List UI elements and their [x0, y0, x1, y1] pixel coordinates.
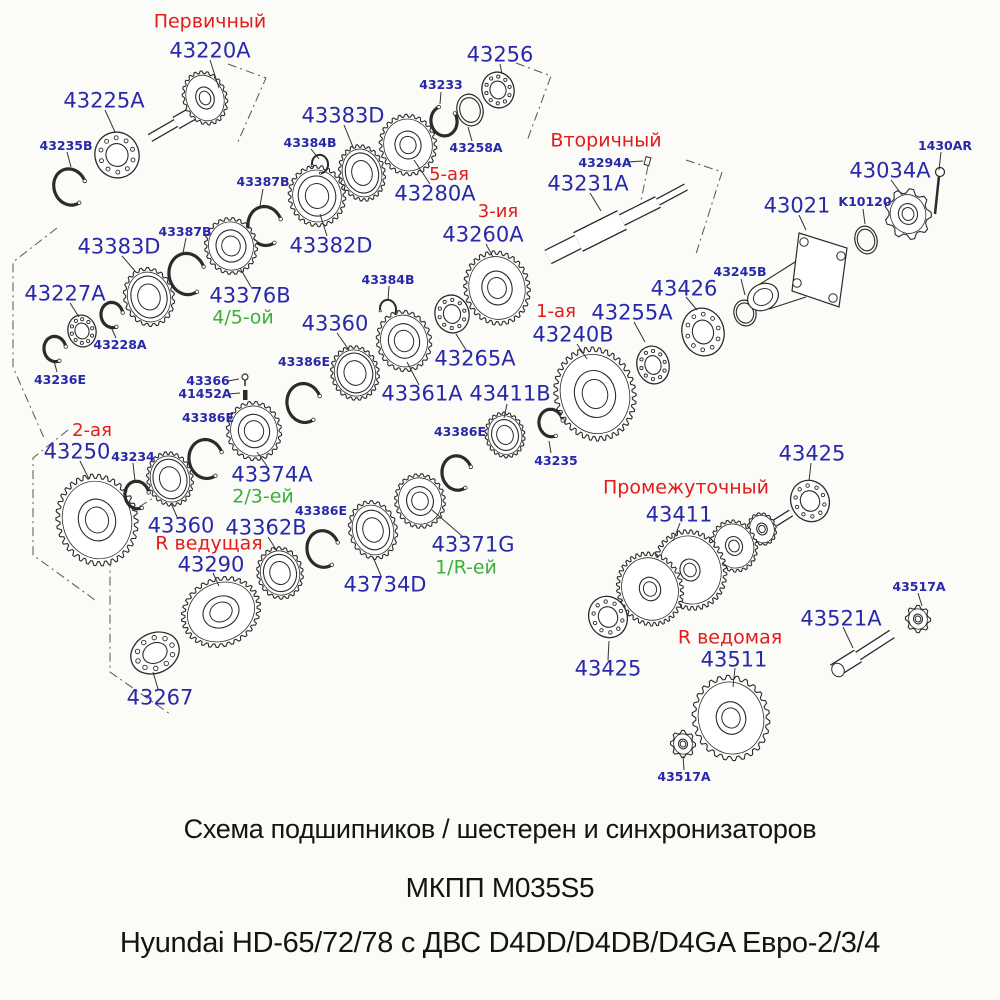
part-label-43228A: 43228A	[93, 336, 147, 352]
part-label-43265A: 43265A	[434, 346, 516, 371]
part-label--: Вторичный	[550, 129, 662, 152]
part-label-3--: 3-ия	[477, 201, 519, 222]
part-label-5--: 5-ая	[429, 164, 469, 185]
part-label-43360: 43360	[147, 513, 215, 538]
part-label-43280A: 43280A	[394, 181, 476, 206]
part-label-43233: 43233	[419, 76, 463, 92]
part-label--: Первичный	[153, 10, 267, 33]
part-label--: Промежуточный	[602, 476, 770, 499]
part-label-43383D: 43383D	[301, 103, 385, 128]
part-label-43034A: 43034A	[849, 158, 931, 183]
part-label-43511: 43511	[700, 647, 768, 672]
part-label-43234: 43234	[111, 448, 155, 464]
diagram-title: Схема подшипников / шестерен и синхронизаторов	[183, 814, 817, 844]
part-label-R-: R ведомая	[677, 626, 783, 649]
gearbox-model: МКПП M035S5	[405, 872, 595, 903]
part-label-R-: R ведущая	[155, 532, 263, 555]
part-label-43384B: 43384B	[361, 271, 415, 287]
part-label-43267: 43267	[126, 685, 194, 710]
part-label-43290: 43290	[177, 552, 245, 577]
part-label-43384B: 43384B	[283, 134, 337, 150]
part-label-43411: 43411	[645, 502, 713, 527]
part-label-43294A: 43294A	[578, 154, 632, 170]
part-label-43376B: 43376B	[209, 283, 291, 308]
part-label-1/R--: 1/R-ей	[435, 556, 497, 579]
part-label-43387B: 43387B	[236, 173, 290, 189]
part-label-1430AR: 1430AR	[917, 137, 973, 153]
part-label-43387B: 43387B	[158, 223, 212, 239]
part-label-43227A: 43227A	[24, 281, 106, 306]
part-label-43366: 43366	[186, 372, 230, 388]
part-label-43245B: 43245B	[713, 263, 767, 279]
part-label-2/3--: 2/3-ей	[232, 485, 294, 508]
part-label-43386E: 43386E	[294, 502, 348, 518]
part-label-43521A: 43521A	[800, 606, 882, 631]
part-label-2--: 2-ая	[72, 420, 112, 441]
part-label-43426: 43426	[650, 276, 718, 301]
part-label-43361A: 43361A	[381, 381, 463, 406]
part-label-43250: 43250	[43, 439, 111, 464]
part-label-43360: 43360	[301, 311, 369, 336]
part-label-43236E: 43236E	[33, 371, 87, 387]
part-label-43235B: 43235B	[39, 137, 93, 153]
part-label-43256: 43256	[466, 42, 534, 67]
part-label-43386E: 43386E	[433, 423, 487, 439]
part-label-43425: 43425	[778, 441, 846, 466]
part-label-43225A: 43225A	[63, 88, 145, 113]
part-label-43231A: 43231A	[547, 171, 629, 196]
part-label-43382D: 43382D	[289, 233, 373, 258]
vehicle-engine-info: Hyundai HD-65/72/78 с ДВС D4DD/D4DB/D4GA Евро-2/3/4	[119, 927, 881, 959]
part-label-1--: 1-ая	[536, 301, 576, 322]
part-label-41452A: 41452A	[178, 385, 232, 401]
part-label-43517A: 43517A	[657, 768, 711, 784]
part-label-43517A: 43517A	[892, 578, 946, 594]
part-label-43220A: 43220A	[169, 38, 251, 63]
part-label-43371G: 43371G	[431, 532, 515, 557]
part-label-43260A: 43260A	[442, 222, 524, 247]
part-label-43374A: 43374A	[231, 462, 313, 487]
part-label-43240B: 43240B	[532, 322, 614, 347]
part-label-43386E: 43386E	[277, 353, 331, 369]
part-label-43411B: 43411B	[469, 381, 551, 406]
part-label-4/5--: 4/5-ой	[212, 306, 274, 329]
part-label-43258A: 43258A	[449, 139, 503, 155]
part-label-43734D: 43734D	[343, 572, 427, 597]
part-label-43235: 43235	[534, 452, 578, 468]
part-label-43255A: 43255A	[591, 300, 673, 325]
part-label-43383D: 43383D	[77, 234, 161, 259]
part-label-43362B: 43362B	[225, 515, 307, 540]
part-label-K10120: K10120	[838, 193, 892, 209]
part-label-43425: 43425	[574, 656, 642, 681]
part-label-43386E: 43386E	[181, 409, 235, 425]
part-label-43021: 43021	[763, 193, 831, 218]
